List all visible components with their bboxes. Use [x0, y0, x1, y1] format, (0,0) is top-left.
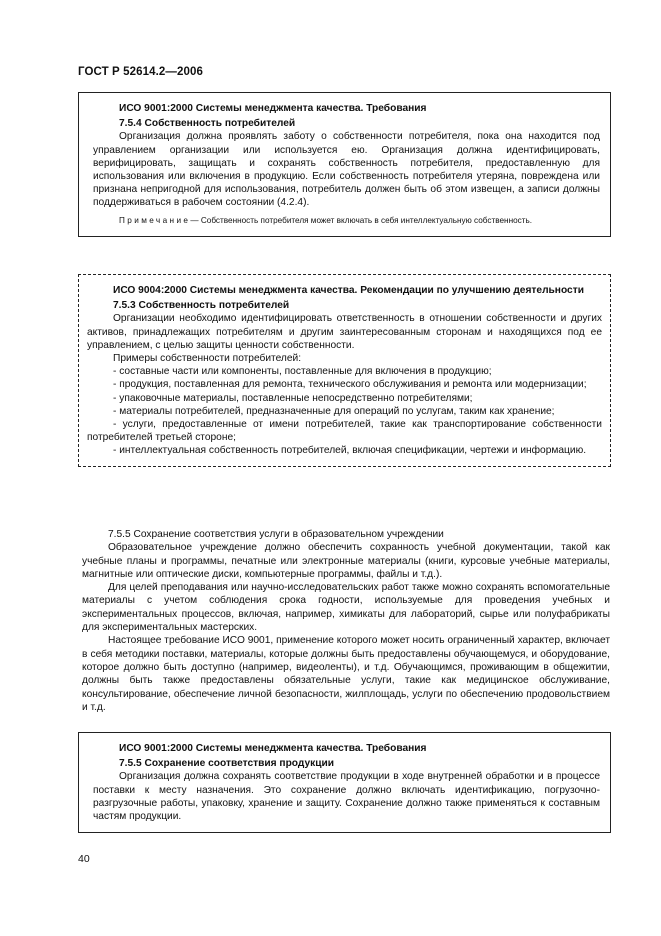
iso9004-753-box: [78, 274, 611, 467]
box-standard-title: ИСО 9001:2000 Системы менеджмента качества. Требования: [119, 743, 427, 754]
page-number: 40: [78, 853, 90, 865]
box-paragraph: Организации необходимо идентифицировать ответственность в отношении собственности и других активов, принадлежащих потребителям и другим заинтересованным сторонам и находящихся под ее управлением, с целью защиты ценности собственности.: [87, 313, 602, 351]
section-paragraph: Настоящее требование ИСО 9001, применение которого может носить ограниченный характер, включает в себя методики поставки, материалы, которые должны быть предоставлены обучающемуся, и оборудование, которое должно быть доступно (например, видеоленты), и т.д. Обучающимся, проживающим в общежитии, должны быть также предоставлены обязательные услуги, такие как медицинское обслуживание, консультирование, обеспечение личной безопасности, жилплощадь, услуги по обеспечению продовольствием и т.д.: [82, 635, 610, 713]
list-item: - интеллектуальная собственность потребителей, включая спецификации, чертежи и информацию.: [113, 445, 587, 457]
box-paragraph: Организация должна проявлять заботу о собственности потребителя, пока она находится под управлением организации или используется ею. Организация должна идентифицировать, верифицировать, защищать и сохранять собственность потребителя, предоставленную для использования или включения в продукцию. Если собственность потребителя утеряна, повреждена или признана непригодной для использования, потребитель должен быть об этом извещен, а записи должны поддерживаться в рабочем состоянии (4.2.4).: [93, 131, 600, 209]
section-paragraph: Для целей преподавания или научно-исследовательских работ также можно сохранять вспомогательные материалы с учетом соблюдения срока годности, используемые для проведения учебных и экспериментальных процессов, включая, например, химикаты для лабораторий, сырье или полуфабрикаты для экспериментальных мастерских.: [82, 582, 610, 634]
list-item: - материалы потребителей, предназначенные для операций по услугам, таким как хранение;: [113, 405, 555, 417]
document-header: ГОСТ Р 52614.2—2006: [78, 66, 203, 78]
examples-intro: Примеры собственности потребителей:: [113, 353, 302, 365]
note: [93, 215, 600, 226]
box-standard-title: ИСО 9004:2000 Системы менеджмента качества. Рекомендации по улучшению деятельности: [113, 285, 584, 296]
box-standard-title: ИСО 9001:2000 Системы менеджмента качества. Требования: [119, 103, 427, 114]
list-item: - продукция, поставленная для ремонта, технического обслуживания и ремонта или модернизации;: [113, 379, 587, 391]
iso9001-755-box: [78, 732, 611, 833]
iso9001-754-box: [78, 92, 611, 237]
list-item: - упаковочные материалы, поставленные непосредственно потребителями;: [113, 392, 473, 404]
section-paragraph: Образовательное учреждение должно обеспечить сохранность учебной документации, такой как учебные планы и программы, печатные или электронные материалы (книги, курсовые учебные материалы, магнитные или оптические диски, компьютерные программы, файлы и т.д.).: [82, 542, 610, 580]
note-label: Примечание: [119, 215, 191, 225]
list-item: - услуги, предоставленные от имени потребителей, такие как транспортирование собственности потребителей третьей стороне;: [87, 419, 602, 444]
section-755-education: [82, 528, 610, 714]
box-clause-heading: 7.5.4 Собственность потребителей: [119, 118, 296, 130]
section-heading: 7.5.5 Сохранение соответствия услуги в образовательном учреждении: [108, 529, 444, 540]
box-clause-heading: 7.5.5 Сохранение соответствия продукции: [119, 758, 335, 770]
note-text: — Собственность потребителя может включать в себя интеллектуальную собственность.: [190, 215, 533, 225]
box-clause-heading: 7.5.3 Собственность потребителей: [113, 300, 290, 312]
list-item: - составные части или компоненты, поставленные для включения в продукцию;: [113, 366, 492, 378]
box-paragraph: Организация должна сохранять соответствие продукции в ходе внутренней обработки и в процессе поставки к месту назначения. Это сохранение должно включать идентификацию, погрузочно-разгрузочные работы, упаковку, хранение и защиту. Сохранение должно также применяться к составным частям продукции.: [93, 771, 600, 823]
